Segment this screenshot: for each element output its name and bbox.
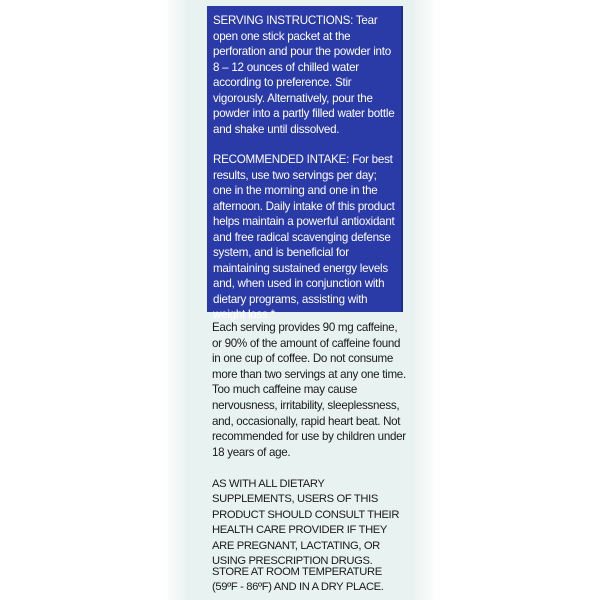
instructions-box — [207, 6, 403, 321]
caffeine-notice-text: Each serving provides 90 mg caffeine, or 90% of the amount of caffeine found in one cup of coffee. Do not consume more than two servings at any one time. Too much caffeine may cause nervousness, irritability, sleeplessness, and, occasionally, rapid heart beat. Not recommended for use by children under 18 years of age. — [212, 321, 406, 459]
storage-instructions — [212, 565, 406, 596]
caffeine-notice — [212, 320, 406, 460]
serving-instructions-text: SERVING INSTRUCTIONS: Tear open one stick packet at the perforation and pour the powder into 8 – 12 ounces of chilled water according to preference. Stir vigorously. Alternatively, pour the powder into a partly filled water bottle and shake until dissolved. — [213, 14, 395, 136]
recommended-intake-text: RECOMMENDED INTAKE: For best results, use two servings per day; one in the morning and one in the afternoon. Daily intake of this product helps maintain a powerful antioxidant and free radical scavenging defense system, and is beneficial for maintaining sustained energy levels and, when used in conjunction with dietary programs, assisting with weight loss.* — [213, 153, 395, 321]
supplement-caution — [212, 477, 406, 569]
label-panel — [185, 0, 415, 600]
supplement-caution-text: AS WITH ALL DIETARY SUPPLEMENTS, USERS OF THIS PRODUCT SHOULD CONSULT THEIR HEALTH CARE PROVIDER IF THEY ARE PREGNANT, LACTATING, OR USING PRESCRIPTION DRUGS. — [212, 478, 400, 568]
background-left — [0, 0, 185, 600]
storage-text: STORE AT ROOM TEMPERATURE (59ºF - 86ºF) AND IN A DRY PLACE. — [212, 566, 384, 594]
background-right — [415, 0, 600, 600]
